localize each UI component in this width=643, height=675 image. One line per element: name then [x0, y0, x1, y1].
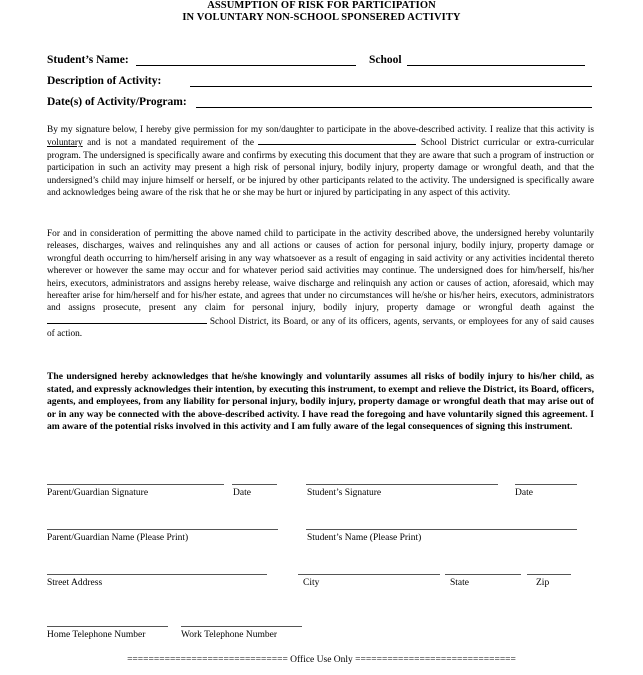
permission-paragraph — [47, 124, 594, 199]
date-line-2[interactable] — [515, 484, 577, 485]
voluntary-word: voluntary — [47, 138, 83, 149]
parent-signature-label: Parent/Guardian Signature — [47, 488, 149, 498]
permission-text-a: By my signature below, I hereby give permission for my son/daughter to participate in the above-described activity. I realize that this activity is — [47, 125, 594, 135]
school-field[interactable] — [407, 65, 585, 66]
work-phone-label: Work Telephone Number — [181, 630, 278, 640]
parent-name-line[interactable] — [47, 529, 278, 530]
state-line[interactable] — [445, 574, 521, 575]
parent-signature-line[interactable] — [47, 484, 224, 485]
permission-text-c: School District curricular or extra-curricular program. The undersigned is specifically aware and confirms by executing this document that they are aware that such a program of instruction or participation in such an activity may present a high risk of personal injury, bodily injury, property damage or wrongful death, and that the undersigned’s child may injure himself or herself, or be injured by other participants related to the activity. The undersigned is specifically aware and acknowledges being aware of the risk that he or she may be hurt or injured by participating in any aspect of this activity. — [47, 138, 594, 199]
student-name-field[interactable] — [136, 65, 356, 66]
parent-name-label: Parent/Guardian Name (Please Print) — [47, 533, 189, 543]
release-text-a: For and in consideration of permitting the above named child to participate in the activity described above, the undersigned hereby voluntarily releases, discharges, waives and relinquishes any and all actions or causes of action for personal injury, bodily injury, property damage or wrongful death occurring to him/herself arising in any way whatsoever as a result of engaging in said activity or any activities incidental thereto wherever or however the same may occur and for whatever period said activities may continue. The undersigned does for him/herself, his/her heirs, executors, administrators and assigns hereby release, waive discharge and relinquish any action or causes of action, aforesaid, which may hereafter arise for him/herself and for his/her estate, and agrees that under no circumstances will he/she or his/her heirs, executors, administrators and assigns prosecute, present any claim for personal injury, bodily injury, property damage or wrongful death against the — [47, 229, 594, 314]
office-use-divider: ============================== Office Use Only ============================== — [127, 655, 516, 665]
school-district-blank-1[interactable] — [258, 136, 416, 145]
work-phone-line[interactable] — [181, 626, 302, 627]
acknowledgement-paragraph: The undersigned hereby acknowledges that he/she knowingly and voluntarily assumes all risks of bodily injury to his/her child, as stated, and expressly acknowledges their intention, by executing this instrument, to exempt and relieve the District, its Board, officers, agents, and employees, from any liability for personal injury, bodily injury, property damage or wrongful death that may arise out of or in any way be connected with the above-described activity. I have read the foregoing and have voluntarily signed this agreement. I am aware of the potential risks involved in this activity and I am fully aware of the legal consequences of signing this instrument. — [47, 371, 594, 432]
activity-description-label: Description of Activity: — [47, 75, 162, 87]
school-label: School — [369, 54, 402, 66]
student-name-label: Student’s Name: — [47, 54, 129, 66]
school-district-blank-2[interactable] — [47, 315, 207, 324]
city-line[interactable] — [298, 574, 440, 575]
release-text-b: School District, its Board, or any of its officers, agents, servants, or employees for any of said causes of action. — [47, 316, 594, 340]
release-paragraph — [47, 228, 594, 341]
form-title-line1: ASSUMPTION OF RISK FOR PARTICIPATION — [207, 0, 436, 11]
activity-dates-field[interactable] — [196, 107, 592, 108]
student-name-label: Student’s Name (Please Print) — [307, 533, 422, 543]
permission-text-b: and is not a mandated requirement of the — [82, 138, 259, 149]
student-name-line[interactable] — [306, 529, 577, 530]
student-signature-label: Student’s Signature — [307, 488, 382, 498]
street-address-label: Street Address — [47, 578, 103, 588]
activity-description-field[interactable] — [190, 86, 592, 87]
zip-line[interactable] — [527, 574, 571, 575]
street-address-line[interactable] — [47, 574, 267, 575]
home-phone-line[interactable] — [47, 626, 168, 627]
city-label: City — [303, 578, 320, 588]
state-label: State — [450, 578, 469, 588]
activity-dates-label: Date(s) of Activity/Program: — [47, 96, 187, 108]
date-label-1: Date — [233, 488, 251, 498]
date-line-1[interactable] — [232, 484, 277, 485]
zip-label: Zip — [536, 578, 550, 588]
form-title-line2: IN VOLUNTARY NON-SCHOOL SPONSERED ACTIVITY — [182, 12, 461, 23]
home-phone-label: Home Telephone Number — [47, 630, 146, 640]
date-label-2: Date — [515, 488, 533, 498]
student-signature-line[interactable] — [306, 484, 498, 485]
